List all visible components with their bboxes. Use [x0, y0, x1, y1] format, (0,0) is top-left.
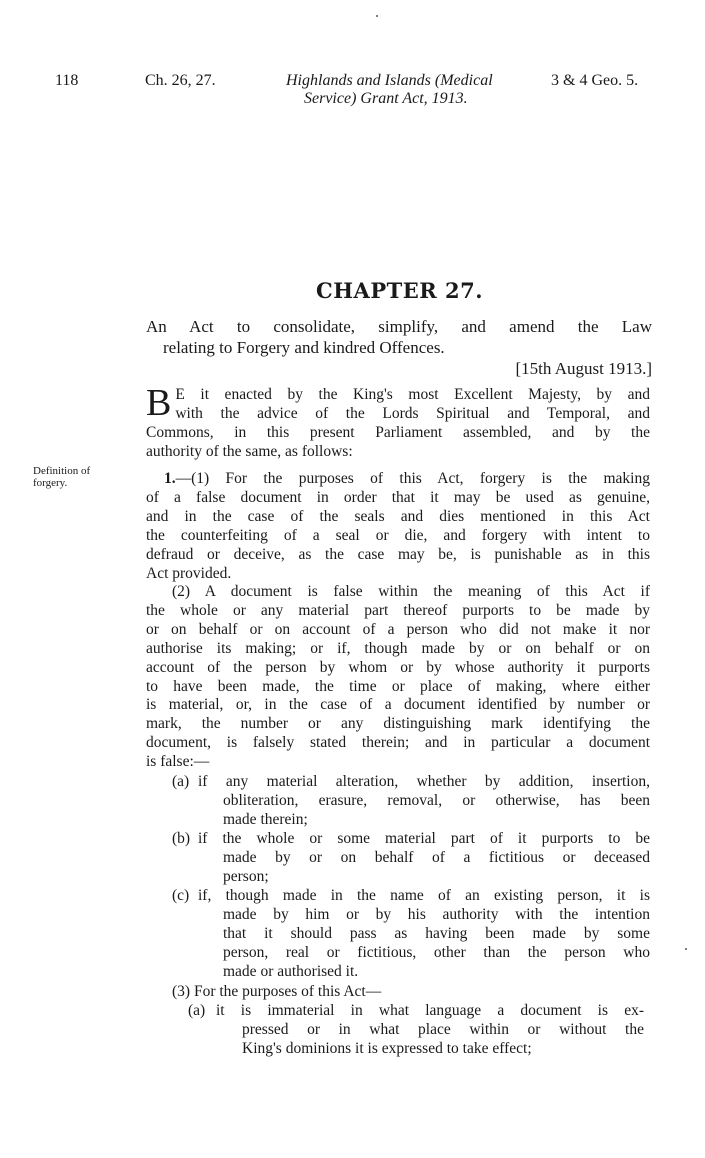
paragraph-c-line: person, real or fictitious, other than the person who — [223, 943, 650, 961]
marginal-note-line1: Definition of — [33, 465, 91, 477]
paragraph-c-line: if, though made in the name of an existing person, it is — [198, 887, 650, 904]
marginal-note — [33, 465, 90, 489]
subsection-3a-line: it is immaterial in what language a document is ex- — [216, 1002, 644, 1019]
long-title — [146, 316, 652, 379]
subsection-1-line: Act provided. — [146, 564, 232, 582]
chapter-heading: CHAPTER 27. — [316, 278, 484, 303]
subsection-3a-line: King's dominions it is expressed to take effect; — [242, 1039, 532, 1057]
enacting-formula — [146, 382, 650, 462]
chapter-reference: Ch. 26, 27. — [145, 72, 216, 89]
paragraph-c-line: that it should pass as having been made by some — [223, 924, 650, 942]
page-number: 118 — [55, 72, 79, 89]
subsection-1 — [146, 470, 650, 583]
subsection-1-line: defraud or deceive, as the case may be, is punishable as in this — [146, 545, 650, 563]
regnal-year: 3 & 4 Geo. 5. — [551, 72, 639, 89]
subsection-1-line: the counterfeiting of a seal or die, and forgery with intent to — [146, 526, 650, 544]
subsection-2-line: to have been made, the time or place of making, where either — [146, 677, 650, 695]
subsection-2-line: or on behalf or on account of a person who did not make it nor — [146, 620, 650, 638]
paragraph-a-label: (a) — [172, 773, 190, 790]
paragraph-a-line: made therein; — [223, 810, 308, 828]
subsection-2-line: account of the person by whom or by whose authority it purports — [146, 658, 650, 676]
enacting-line3: Commons, in this present Parliament assembled, and by the — [146, 423, 650, 441]
paragraph-c-label: (c) — [172, 887, 190, 904]
paragraph-c-line: made or authorised it. — [223, 962, 359, 980]
subsection-2-line: the whole or any material part thereof purports to be made by — [146, 601, 650, 619]
running-title-line2: Service) Grant Act, 1913. — [304, 90, 468, 107]
paragraph-c — [172, 887, 650, 982]
subsection-3: (3) For the purposes of this Act— — [172, 983, 382, 1000]
long-title-line2: relating to Forgery and kindred Offences. — [163, 338, 445, 357]
section-number: 1. — [164, 470, 176, 487]
subsection-3a-line: pressed or in what place within or without the — [242, 1020, 644, 1038]
subsection-3-paragraph-a-label: (a) — [188, 1002, 206, 1019]
enacting-line2: with the advice of the Lords Spiritual and Temporal, and — [175, 404, 650, 422]
subsection-2-line: is material, or, in the case of a document identified by number or — [146, 696, 650, 714]
print-speck — [685, 948, 687, 950]
paragraph-b-line: made by or on behalf of a fictitious or deceased — [223, 848, 650, 866]
subsection-2-line: (2) A document is false within the meaning of this Act if — [172, 583, 650, 600]
subsection-3-paragraph-a — [188, 1002, 644, 1059]
paragraph-c-line: made by him or by his authority with the intention — [223, 905, 650, 923]
marginal-note-line2: forgery. — [33, 477, 68, 489]
subsection-1-line: 1.—(1) For the purposes of this Act, forgery is the making — [164, 470, 650, 487]
subsection-2 — [146, 583, 650, 772]
paragraph-a-line: if any material alteration, whether by addition, insertion, — [198, 773, 650, 790]
paragraph-a — [172, 773, 650, 830]
subsection-1-line: of a false document in order that it may be used as genuine, — [146, 488, 650, 506]
enacting-line4: authority of the same, as follows: — [146, 442, 353, 460]
subsection-2-line: mark, the number or any distinguishing mark identifying the — [146, 715, 650, 733]
running-title-line1: Highlands and Islands (Medical — [286, 72, 493, 89]
subsection-2-line: document, is falsely stated therein; and in particular a document — [146, 734, 650, 752]
subsection-2-line: authorise its making; or if, though made by or on behalf or on — [146, 639, 650, 657]
drop-cap: B — [146, 382, 172, 424]
paragraph-a-line: obliteration, erasure, removal, or otherwise, has been — [223, 791, 650, 809]
enactment-date: [15th August 1913.] — [515, 359, 652, 378]
paragraph-b-label: (b) — [172, 830, 191, 847]
paragraph-b-line: if the whole or some material part of it purports to be — [198, 830, 650, 847]
subsection-2-line: is false:— — [146, 753, 210, 771]
long-title-line1: An Act to consolidate, simplify, and amend the Law — [146, 317, 652, 336]
subsection-1-line: and in the case of the seals and dies mentioned in this Act — [146, 507, 650, 525]
paragraph-b — [172, 830, 650, 887]
print-speck — [376, 15, 378, 17]
enacting-line1: E it enacted by the King's most Excellent Majesty, by and — [175, 386, 650, 403]
paragraph-b-line: person; — [223, 867, 269, 885]
